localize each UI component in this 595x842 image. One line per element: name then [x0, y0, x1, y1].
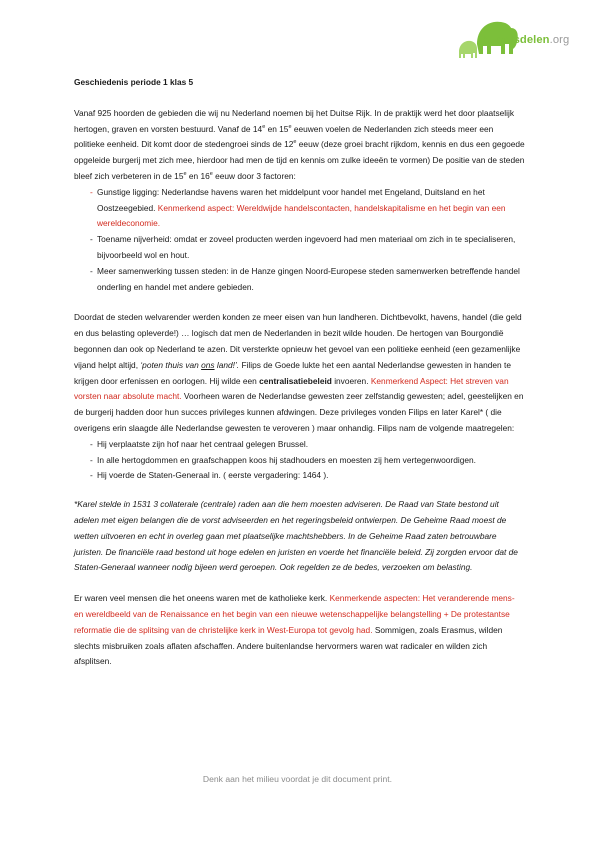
measures-list: [74, 437, 526, 484]
list-item: - Toename nijverheid: omdat er zoveel producten werden ingevoerd had men materiaal om zich in te specialiseren, bijvoorbeeld wol en hout.: [90, 234, 516, 260]
factors-list: [74, 185, 526, 296]
karel-footnote: *Karel stelde in 1531 3 collaterale (centrale) raden aan die hem moesten adviseren. De Raad van State bestond uit adelen met eigen belangen die de vorst adviseerden en het regeringsbeleid ontwierpen. De Geheime Raad moest de wetten uitvoeren en echt in overleg gaan met plaatselijke machtshebbers. In de Geheime Raad zaten betrouwbare juristen. De financiële raad bestond uit hoge edelen en juristen en voerde het financiële beleid. Zij zorgden ervoor dat de Staten-Generaal wanneer nodig bijeen werd geroepen. Ook regelden ze de bedes, verzoeken om belasting.: [74, 499, 518, 573]
list-item: - Meer samenwerking tussen steden: in de Hanze gingen Noord-Europese steden samenwerken betreffende handel onderling en handel met andere gebieden.: [90, 265, 520, 292]
document-body: [74, 75, 526, 670]
logo-text: Kennisdelen.org: [482, 34, 570, 46]
list-item: - Gunstige ligging: Nederlandse havens waren het middelpunt voor handel met Engeland, Duitsland en het Oostzeegebied. Kenmerkend aspect: Wereldwijde handelscontacten, handelskapitalisme en het begin van een wereldeconomie.: [90, 186, 506, 229]
page-footer: Denk aan het milieu voordat je dit document print.: [202, 774, 393, 784]
kennisdelen-logo: [455, 14, 580, 62]
list-item: - Hij verplaatste zijn hof naar het centraal gelegen Brussel.: [90, 438, 309, 449]
document-title: Geschiedenis periode 1 klas 5: [74, 77, 194, 87]
intro-paragraph: Vanaf 925 hoorden de gebieden die wij nu Nederland noemen bij het Duitse Rijk. In de praktijk werd het door plaatselijk hertogen, graven en vorsten bestuurd. Vanaf de 14e en 15e eeuwen voelen de Nederlanden zich steeds meer een politieke eenheid. Dit komt door de stedengroei sinds de 12e eeuw (deze groei bracht rijkdom, kennis en dus een gegoede opgeleide burgerij met zich mee, hierdoor had men de tijd en kennis om zulke ideeën te vormen) De positie van de steden bleef zich verbeteren in de 15e en 16e eeuw door 3 factoren:: [74, 107, 525, 181]
bourgondie-paragraph: Doordat de steden welvarender werden konden ze meer eisen van hun landheren. Dichtbevolkt, havens, handel (die geld en dus belasting opleverde!) … logisch dat men de Nederlanden in bezit wilde houden. De hertogen van Bourgondië begonnen dan ook op Nederland te azen. Dit versterkte opnieuw het gevoel van een politieke eenheid (een gezamenlijke vijand helpt altijd, ‘poten thuis van ons land!’. Filips de Goede lukte het een aantal Nederlandse gewesten in handen te krijgen door erfenissen en oorlogen. Hij wilde een centralisatiebeleid invoeren. Kenmerkend Aspect: Het streven van vorsten naar absolute macht. Voorheen waren de Nederlandse gewesten zeer zelfstandig gewesten; adel, geestelijken en de burgerij hadden door hun succes privileges kunnen afdwingen. Deze privileges vonden Filips en later Karel* ( die overigens erin slaagde álle Nederlandse gewesten te veroveren ) maar onhandig. Filips nam de volgende maatregelen:: [74, 312, 524, 433]
list-item: - In alle hertogdommen en graafschappen koos hij stadhouders en moesten zij hem vertegenwoordigen.: [90, 454, 476, 465]
reformation-paragraph: Er waren veel mensen die het oneens waren met de katholieke kerk. Kenmerkende aspecten: Het veranderende mens- en wereldbeeld van de Renaissance en het begin van een nieuwe wetenschappelijke belangstelling + De protestantse reformatie die de splitsing van de christelijke kerk in West-Europa tot gevolg had. Sommigen, zoals Erasmus, wilden slechts misbruiken zoals aflaten afschaffen. Andere buitenlandse hervormers waren wat radicaler en wilden zich afsplitsen.: [74, 593, 515, 667]
list-item: - Hij voerde de Staten-Generaal in. ( eerste vergadering: 1464 ).: [90, 470, 329, 481]
